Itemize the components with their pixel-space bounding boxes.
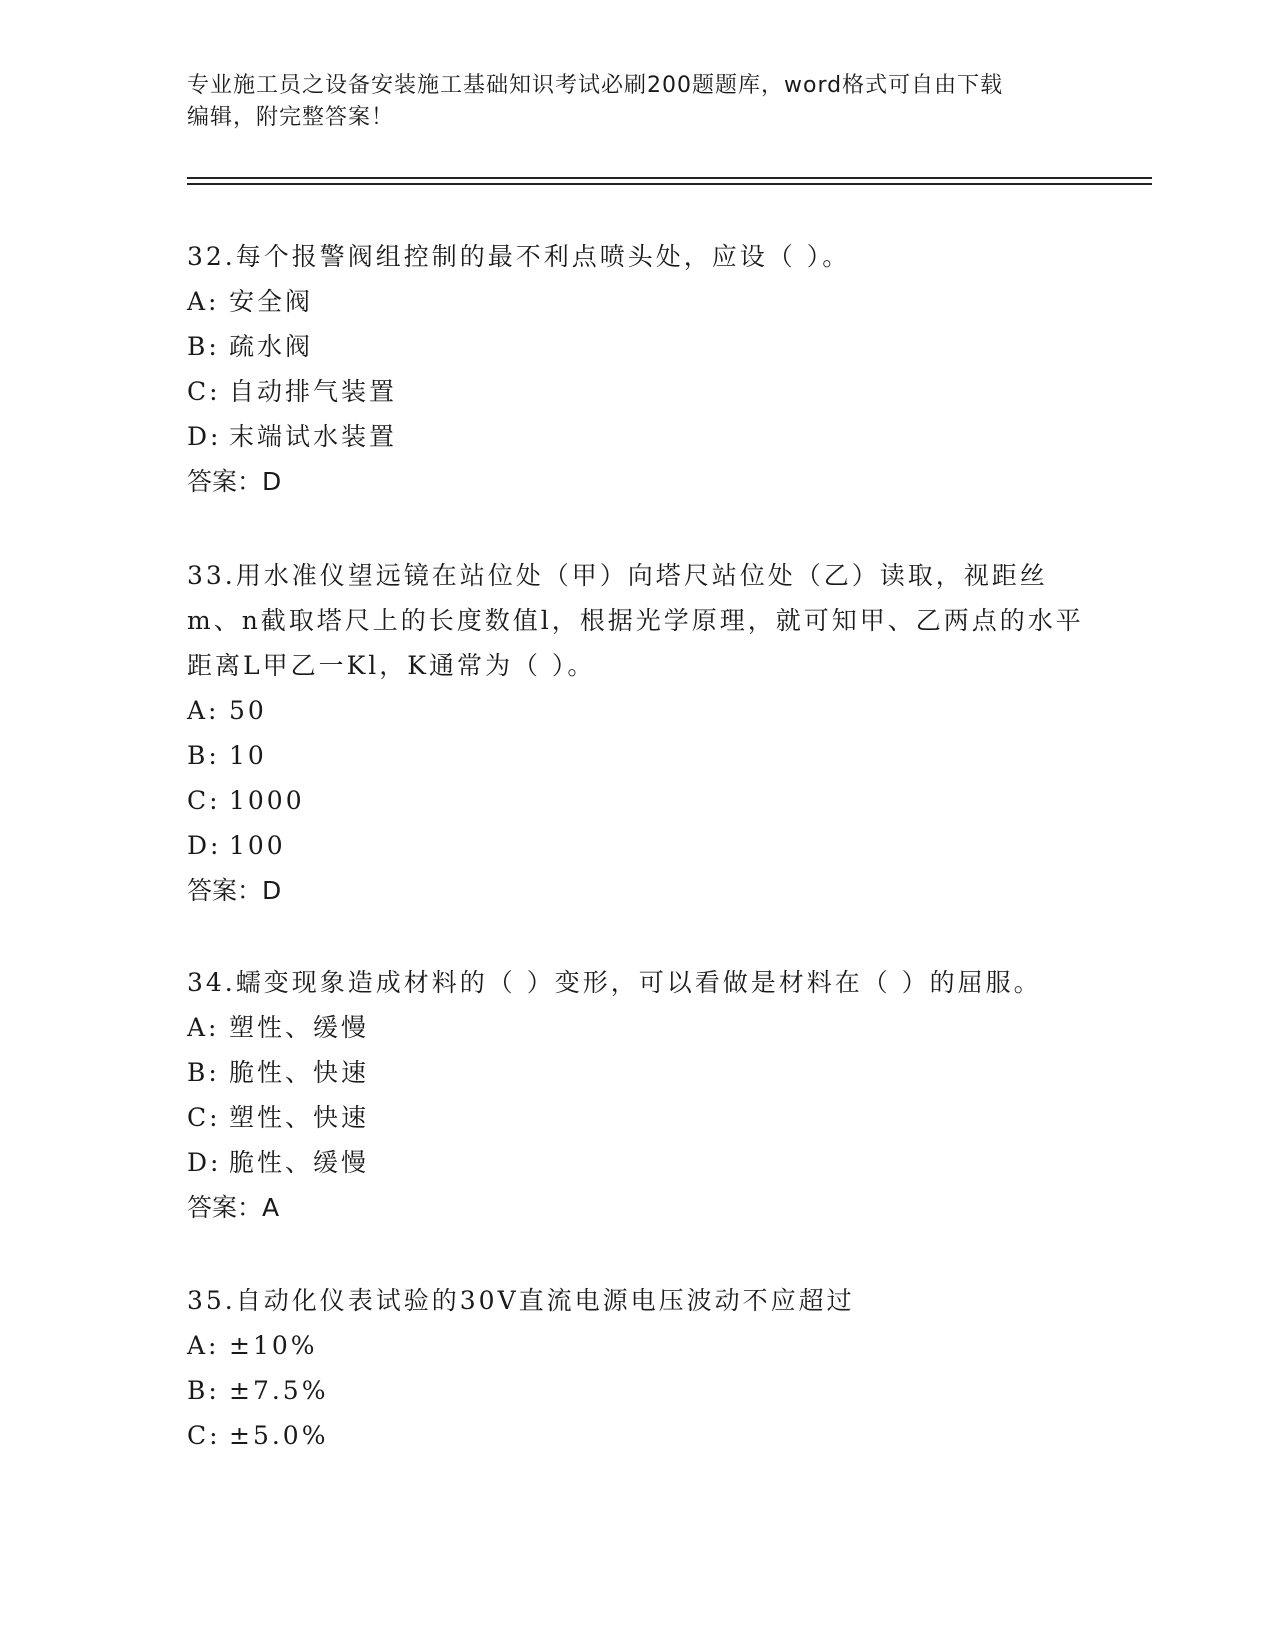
question-text: 32.每个报警阀组控制的最不利点喷头处，应设（ ）。: [187, 242, 851, 271]
option-text: 自动排气装置: [229, 377, 398, 406]
option-a: [187, 1005, 1087, 1050]
option-text: 安全阀: [229, 287, 314, 316]
option-text: 1000: [229, 786, 305, 815]
option-a: [187, 688, 1087, 733]
option-letter: B:: [187, 332, 220, 361]
option-b: [187, 1368, 1087, 1413]
option-text: 末端试水装置: [229, 422, 398, 451]
question-35: [187, 1278, 1087, 1458]
option-a: [187, 279, 1087, 324]
option-b: [187, 1050, 1087, 1095]
option-d: [187, 1140, 1087, 1185]
option-text: 100: [229, 831, 286, 860]
option-letter: A:: [187, 287, 220, 316]
option-letter: A:: [187, 1013, 220, 1042]
header-title-line-1: 专业施工员之设备安装施工基础知识考试必刷200题题库，word格式可自由下载: [187, 73, 1004, 98]
option-letter: C:: [187, 786, 221, 815]
header-title-line-2: 编辑，附完整答案！: [187, 105, 395, 130]
option-c: [187, 778, 1087, 823]
option-c: [187, 1095, 1087, 1140]
option-letter: C:: [187, 1421, 221, 1450]
header-divider-top: [187, 177, 1152, 179]
option-text: 脆性、快速: [229, 1058, 370, 1087]
question-33: [187, 553, 1087, 913]
answer-line: 答案：D: [187, 467, 282, 496]
option-text: ±7.5%: [229, 1376, 329, 1405]
option-d: [187, 414, 1087, 459]
option-text: ±5.0%: [229, 1421, 329, 1450]
option-letter: B:: [187, 741, 220, 770]
option-text: 50: [229, 696, 267, 725]
option-text: 塑性、缓慢: [229, 1013, 370, 1042]
question-32: [187, 234, 1087, 504]
option-text: 塑性、快速: [229, 1103, 370, 1132]
question-text: 35.自动化仪表试验的30V直流电源电压波动不应超过: [187, 1286, 855, 1315]
option-b: [187, 324, 1087, 369]
question-text: 34.蠕变现象造成材料的（ ）变形，可以看做是材料在（ ）的屈服。: [187, 968, 1042, 997]
option-letter: A:: [187, 696, 220, 725]
option-letter: D:: [187, 422, 222, 451]
option-b: [187, 733, 1087, 778]
option-c: [187, 369, 1087, 414]
answer-line: 答案：D: [187, 876, 282, 905]
option-c: [187, 1413, 1087, 1458]
option-letter: B:: [187, 1376, 220, 1405]
option-text: 10: [229, 741, 267, 770]
option-letter: B:: [187, 1058, 220, 1087]
question-34: [187, 960, 1087, 1230]
option-letter: A:: [187, 1331, 220, 1360]
option-letter: D:: [187, 1148, 222, 1177]
option-letter: C:: [187, 1103, 221, 1132]
option-text: ±10%: [229, 1331, 318, 1360]
document-header: [187, 70, 1087, 134]
answer-line: 答案：A: [187, 1193, 280, 1222]
option-a: [187, 1323, 1087, 1368]
option-letter: C:: [187, 377, 221, 406]
option-text: 疏水阀: [229, 332, 314, 361]
option-d: [187, 823, 1087, 868]
option-letter: D:: [187, 831, 222, 860]
header-divider-bottom: [187, 183, 1152, 185]
option-text: 脆性、缓慢: [229, 1148, 370, 1177]
question-text: 33.用水准仪望远镜在站位处（甲）向塔尺站位处（乙）读取，视距丝m、n截取塔尺上的长度数值l，根据光学原理，就可知甲、乙两点的水平距离L甲乙一Kl，K通常为（ ）。: [187, 561, 1084, 680]
